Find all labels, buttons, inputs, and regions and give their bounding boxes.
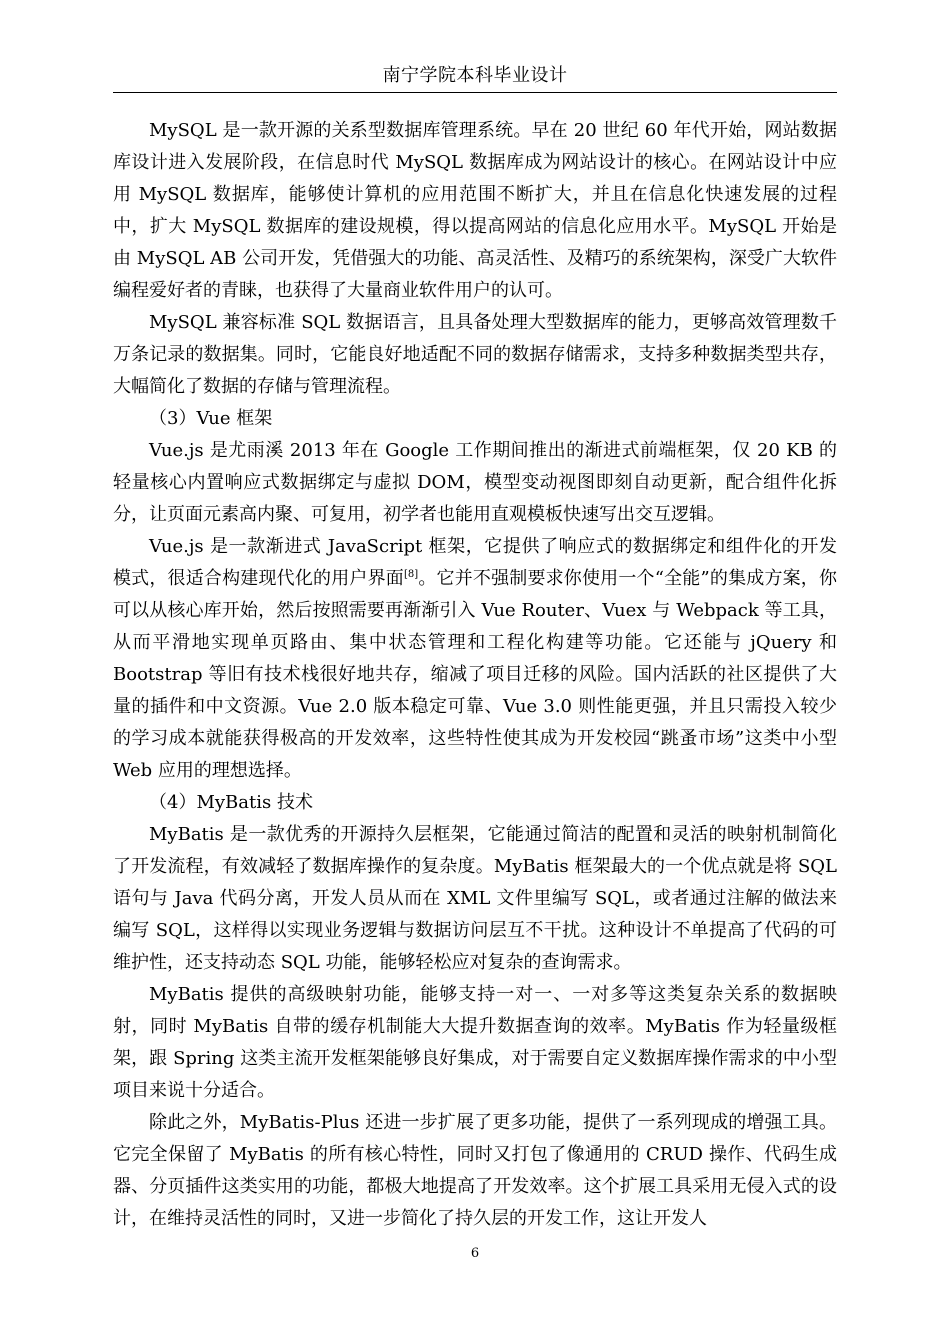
paragraph-vue-features-part2: 。它并不强制要求你使用一个“全能”的集成方案，你可以从核心库开始，然后按照需要再渐渐引入 Vue Router、Vuex 与 Webpack 等工具，从而平滑地实现单页路由、集中状态管理和工程化构建等功能。它还能与 jQuery 和 Bootstrap 等旧有技术栈很好地共存，缩减了项目迁移的风险。国内活跃的社区提供了大量的插件和中文资源。Vue 2.0 版本稳定可靠、Vue 3.0 则性能更强，并且只需投入较少的学习成本就能获得极高的开发效率，这些特性使其成为开发校园“跳蚤市场”这类中小型 Web 应用的理想选择。 [113,568,837,781]
paragraph-vue-features [113,531,837,787]
section-heading-vue: （3）Vue 框架 [149,408,273,429]
page-number: 6 [470,1246,480,1261]
page-header-title: 南宁学院本科毕业设计 [382,65,568,86]
section-heading-mybatis: （4）MyBatis 技术 [149,792,313,813]
citation-reference[interactable]: [8] [403,569,419,580]
paragraph-mybatis-plus: 除此之外，MyBatis-Plus 还进一步扩展了更多功能，提供了一系列现成的增强工具。它完全保留了 MyBatis 的所有核心特性，同时又打包了像通用的 CRUD 操作、代码生成器、分页插件这类实用的功能，都极大地提高了开发效率。这个扩展工具采用无侵入式的设计，在维持灵活性的同时，又进一步简化了持久层的开发工作，这让开发人 [113,1112,837,1229]
document-body [113,115,837,1235]
header-divider [113,92,837,93]
paragraph-mybatis-intro: MyBatis 是一款优秀的开源持久层框架，它能通过简洁的配置和灵活的映射机制简化了开发流程，有效减轻了数据库操作的复杂度。MyBatis 框架最大的一个优点就是将 SQL 语句与 Java 代码分离，开发人员从而在 XML 文件里编写 SQL，或者通过注解的做法来编写 SQL，这样得以实现业务逻辑与数据访问层互不干扰。这种设计不单提高了代码的可维护性，还支持动态 SQL 功能，能够轻松应对复杂的查询需求。 [113,824,837,973]
paragraph-vue-features-part1: Vue.js 是一款渐进式 JavaScript 框架，它提供了响应式的数据绑定和组件化的开发模式，很适合构建现代化的用户界面 [113,536,837,589]
paragraph-vue-origin: Vue.js 是尤雨溪 2013 年在 Google 工作期间推出的渐进式前端框架，仅 20 KB 的轻量核心内置响应式数据绑定与虚拟 DOM，模型变动视图即刻自动更新，配合组件化拆分，让页面元素高内聚、可复用，初学者也能用直观模板快速写出交互逻辑。 [113,440,837,525]
paragraph-mybatis-mapping: MyBatis 提供的高级映射功能，能够支持一对一、一对多等这类复杂关系的数据映射，同时 MyBatis 自带的缓存机制能大大提升数据查询的效率。MyBatis 作为轻量级框架，跟 Spring 这类主流开发框架能够良好集成，对于需要自定义数据库操作需求的中小型项目来说十分适合。 [113,984,837,1101]
paragraph-mysql-intro: MySQL 是一款开源的关系型数据库管理系统。早在 20 世纪 60 年代开始，网站数据库设计进入发展阶段，在信息时代 MySQL 数据库成为网站设计的核心。在网站设计中应用 MySQL 数据库，能够使计算机的应用范围不断扩大，并且在信息化快速发展的过程中，扩大 MySQL 数据库的建设规模，得以提高网站的信息化应用水平。MySQL 开始是由 MySQL AB 公司开发，凭借强大的功能、高灵活性、及精巧的系统架构，深受广大软件编程爱好者的青睐，也获得了大量商业软件用户的认可。 [113,120,837,301]
paragraph-mysql-sql: MySQL 兼容标准 SQL 数据语言，且具备处理大型数据库的能力，更够高效管理数千万条记录的数据集。同时，它能良好地适配不同的数据存储需求，支持多种数据类型共存，大幅简化了数据的存储与管理流程。 [113,312,837,397]
